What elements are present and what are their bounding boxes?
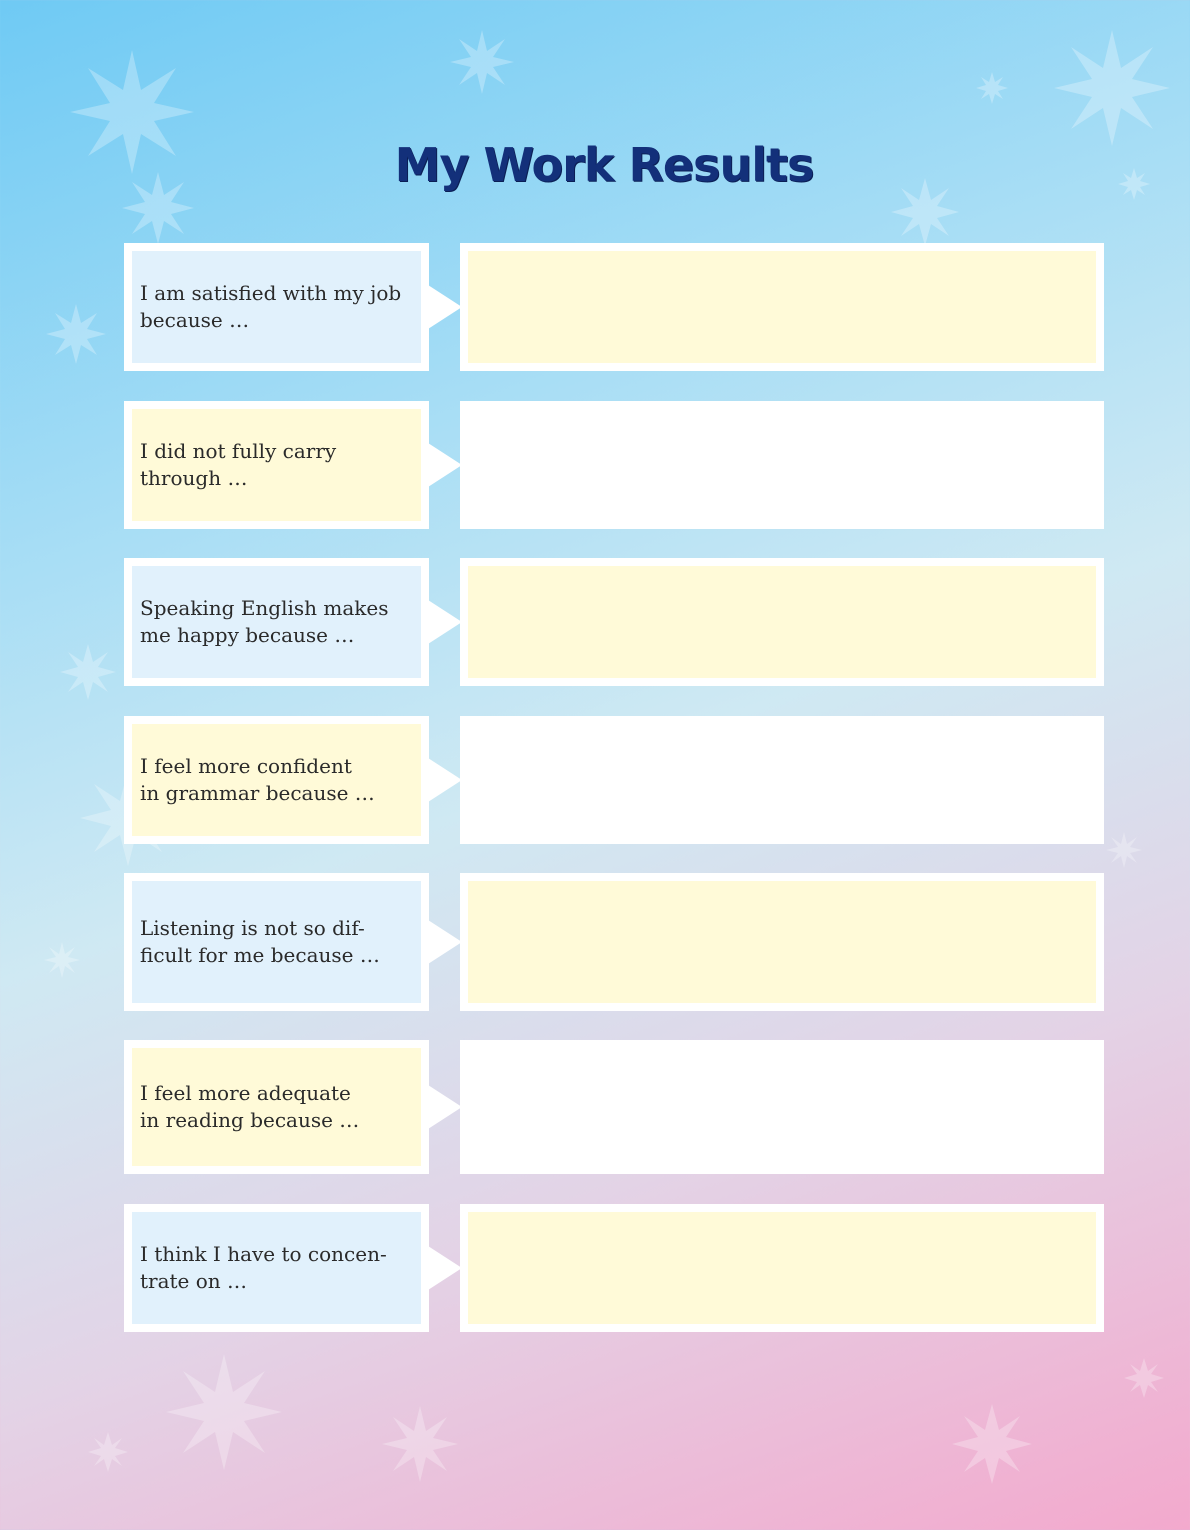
- answer-field[interactable]: [468, 409, 1096, 521]
- pointer-arrow: [428, 1085, 462, 1129]
- answer-box[interactable]: [460, 1204, 1104, 1332]
- result-row: [124, 243, 1104, 371]
- page-title: My Work Results: [394, 138, 814, 192]
- result-row: [124, 716, 1104, 844]
- answer-field[interactable]: [468, 1212, 1096, 1324]
- answer-box[interactable]: [460, 1040, 1104, 1174]
- answer-field[interactable]: [468, 566, 1096, 678]
- prompt-box: [124, 1040, 429, 1174]
- prompt-box: [124, 401, 429, 529]
- prompt-text: Listening is not so dif- ficult for me because …: [132, 881, 421, 1003]
- pointer-arrow: [428, 600, 462, 644]
- pointer-arrow: [428, 1246, 462, 1290]
- answer-field[interactable]: [468, 251, 1096, 363]
- pointer-arrow: [428, 920, 462, 964]
- prompt-text: I am satisfied with my job because …: [132, 251, 421, 363]
- pointer-arrow: [428, 758, 462, 802]
- pointer-arrow: [428, 443, 462, 487]
- answer-field[interactable]: [468, 881, 1096, 1003]
- pointer-arrow: [428, 285, 462, 329]
- result-row: [124, 1204, 1104, 1332]
- prompt-box: [124, 716, 429, 844]
- prompt-box: [124, 558, 429, 686]
- answer-field[interactable]: [468, 724, 1096, 836]
- result-row: [124, 1040, 1104, 1174]
- answer-box[interactable]: [460, 873, 1104, 1011]
- answer-box[interactable]: [460, 558, 1104, 686]
- prompt-box: [124, 243, 429, 371]
- answer-box[interactable]: [460, 716, 1104, 844]
- prompt-text: I think I have to concen- trate on …: [132, 1212, 421, 1324]
- result-row: [124, 558, 1104, 686]
- result-row: [124, 401, 1104, 529]
- prompt-text: I feel more adequate in reading because …: [132, 1048, 421, 1166]
- result-row: [124, 873, 1104, 1011]
- prompt-text: Speaking English makes me happy because …: [132, 566, 421, 678]
- prompt-text: I did not fully carry through …: [132, 409, 421, 521]
- answer-box[interactable]: [460, 401, 1104, 529]
- prompt-box: [124, 873, 429, 1011]
- prompt-box: [124, 1204, 429, 1332]
- prompt-text: I feel more confident in grammar because …: [132, 724, 421, 836]
- answer-box[interactable]: [460, 243, 1104, 371]
- answer-field[interactable]: [468, 1048, 1096, 1166]
